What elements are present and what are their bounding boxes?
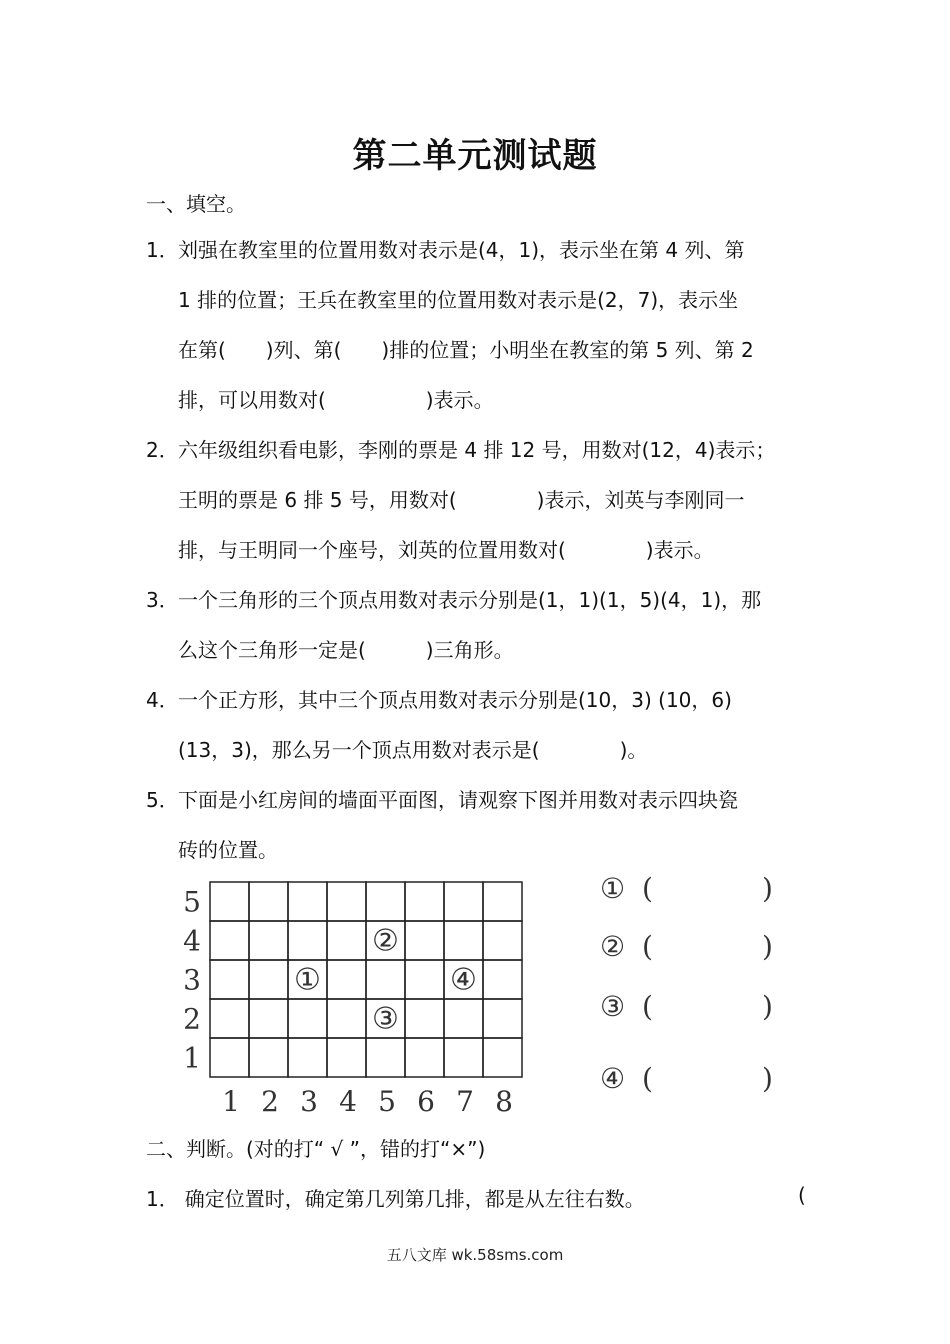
grid-cell <box>483 960 522 999</box>
x-axis-label: 4 <box>339 1085 357 1118</box>
judge-text: 确定位置时，确定第几列第几排，都是从左往右数。 <box>184 1187 645 1211</box>
grid-cell <box>483 921 522 960</box>
grid-cell <box>444 921 483 960</box>
grid-cell <box>405 921 444 960</box>
section-heading-judge: 二、判断。(对的打“ √ ”，错的打“×”) <box>146 1137 486 1161</box>
grid-cell <box>249 1038 288 1077</box>
x-axis-label: 7 <box>456 1085 474 1118</box>
question-number: 5． <box>146 788 179 812</box>
grid-cell <box>288 882 327 921</box>
question-number: 2． <box>146 438 179 462</box>
question-number: 1． <box>146 238 179 262</box>
page-title: 第二单元测试题 <box>352 136 598 176</box>
question-1 <box>146 225 826 425</box>
question-line: 排，与王明同一个座号，刘英的位置用数对( )表示。 <box>178 538 714 562</box>
x-axis-label: 5 <box>378 1085 396 1118</box>
x-axis-label: 8 <box>495 1085 513 1118</box>
footer-watermark: 五八文库 wk.58sms.com <box>386 1246 564 1264</box>
question-5 <box>146 775 826 875</box>
grid-cell <box>405 882 444 921</box>
tile-grid-svg <box>170 872 530 1122</box>
section-heading-fill: 一、填空。 <box>146 192 246 216</box>
grid-cell <box>288 1038 327 1077</box>
answer-close-paren: ) <box>762 930 773 963</box>
grid-cell <box>249 921 288 960</box>
answer-label: ② <box>600 930 626 963</box>
grid-cell <box>444 882 483 921</box>
grid-cell <box>327 960 366 999</box>
grid-cell <box>210 921 249 960</box>
question-2 <box>146 425 826 575</box>
grid-cell <box>483 1038 522 1077</box>
answer-open-paren: ( <box>642 930 653 963</box>
question-number: 4． <box>146 688 179 712</box>
answer-row-1 <box>600 872 773 905</box>
grid-cell <box>327 1038 366 1077</box>
answer-close-paren: ) <box>762 990 773 1023</box>
grid-cell <box>288 999 327 1038</box>
grid-cell <box>483 882 522 921</box>
grid-cell <box>210 882 249 921</box>
grid-cell <box>288 921 327 960</box>
question-3 <box>146 575 826 675</box>
tile-marker: ① <box>294 962 321 998</box>
grid-cell <box>249 999 288 1038</box>
question-line: (13，3)，那么另一个顶点用数对表示是( )。 <box>178 738 648 762</box>
question-number: 1． <box>146 1187 179 1211</box>
judge-item-1 <box>146 1183 826 1212</box>
answer-row-4 <box>600 1062 773 1095</box>
grid-cell <box>327 999 366 1038</box>
tile-marker: ④ <box>450 962 477 998</box>
answer-close-paren: ) <box>762 1062 773 1095</box>
y-axis-label: 5 <box>183 885 201 919</box>
answer-label: ① <box>600 872 626 905</box>
grid-cell <box>327 882 366 921</box>
question-line: 一个正方形，其中三个顶点用数对表示分别是(10，3) (10，6) <box>178 688 732 712</box>
grid-cell <box>249 882 288 921</box>
tile-marker: ② <box>372 923 399 959</box>
grid-cell <box>405 1038 444 1077</box>
grid-cell <box>210 960 249 999</box>
question-line: 刘强在教室里的位置用数对表示是(4，1)，表示坐在第 4 列、第 <box>178 238 745 262</box>
x-axis-label: 6 <box>417 1085 435 1118</box>
question-line: 王明的票是 6 排 5 号，用数对( )表示，刘英与李刚同一 <box>178 488 745 512</box>
grid-cell <box>444 999 483 1038</box>
question-line: 么这个三角形一定是( )三角形。 <box>178 638 514 662</box>
question-4 <box>146 675 826 775</box>
tile-marker: ③ <box>372 1001 399 1037</box>
grid-cell <box>210 999 249 1038</box>
grid-cell <box>366 960 405 999</box>
grid-cell <box>366 1038 405 1077</box>
tile-grid-figure <box>170 872 530 1122</box>
question-number: 3． <box>146 588 179 612</box>
answer-row-2 <box>600 930 773 963</box>
question-line: 在第( )列、第( )排的位置；小明坐在教室的第 5 列、第 2 <box>178 338 754 362</box>
x-axis-label: 1 <box>222 1085 240 1118</box>
answer-row-3 <box>600 990 773 1023</box>
judge-answer-paren: ( <box>798 1183 806 1207</box>
y-axis-label: 1 <box>183 1041 201 1075</box>
answer-open-paren: ( <box>642 1062 653 1095</box>
grid-cell <box>405 999 444 1038</box>
question-line: 排，可以用数对( )表示。 <box>178 388 494 412</box>
y-axis-label: 4 <box>183 924 201 958</box>
grid-cell <box>483 999 522 1038</box>
y-axis-label: 3 <box>183 963 201 997</box>
grid-cell <box>444 1038 483 1077</box>
x-axis-label: 3 <box>300 1085 318 1118</box>
question-line: 一个三角形的三个顶点用数对表示分别是(1，1)(1，5)(4，1)，那 <box>178 588 762 612</box>
answer-open-paren: ( <box>642 990 653 1023</box>
x-axis-label: 2 <box>261 1085 279 1118</box>
question-line: 1 排的位置；王兵在教室里的位置用数对表示是(2，7)，表示坐 <box>178 288 739 312</box>
grid-cell <box>405 960 444 999</box>
question-line: 下面是小红房间的墙面平面图，请观察下图并用数对表示四块瓷 <box>178 788 738 812</box>
answer-label: ④ <box>600 1062 626 1095</box>
question-line: 砖的位置。 <box>178 838 278 862</box>
answer-close-paren: ) <box>762 872 773 905</box>
grid-cell <box>210 1038 249 1077</box>
question-line: 六年级组织看电影，李刚的票是 4 排 12 号，用数对(12，4)表示； <box>178 438 776 462</box>
grid-cell <box>249 960 288 999</box>
grid-cell <box>327 921 366 960</box>
y-axis-label: 2 <box>183 1002 201 1036</box>
answer-open-paren: ( <box>642 872 653 905</box>
grid-cell <box>366 882 405 921</box>
answer-label: ③ <box>600 990 626 1023</box>
